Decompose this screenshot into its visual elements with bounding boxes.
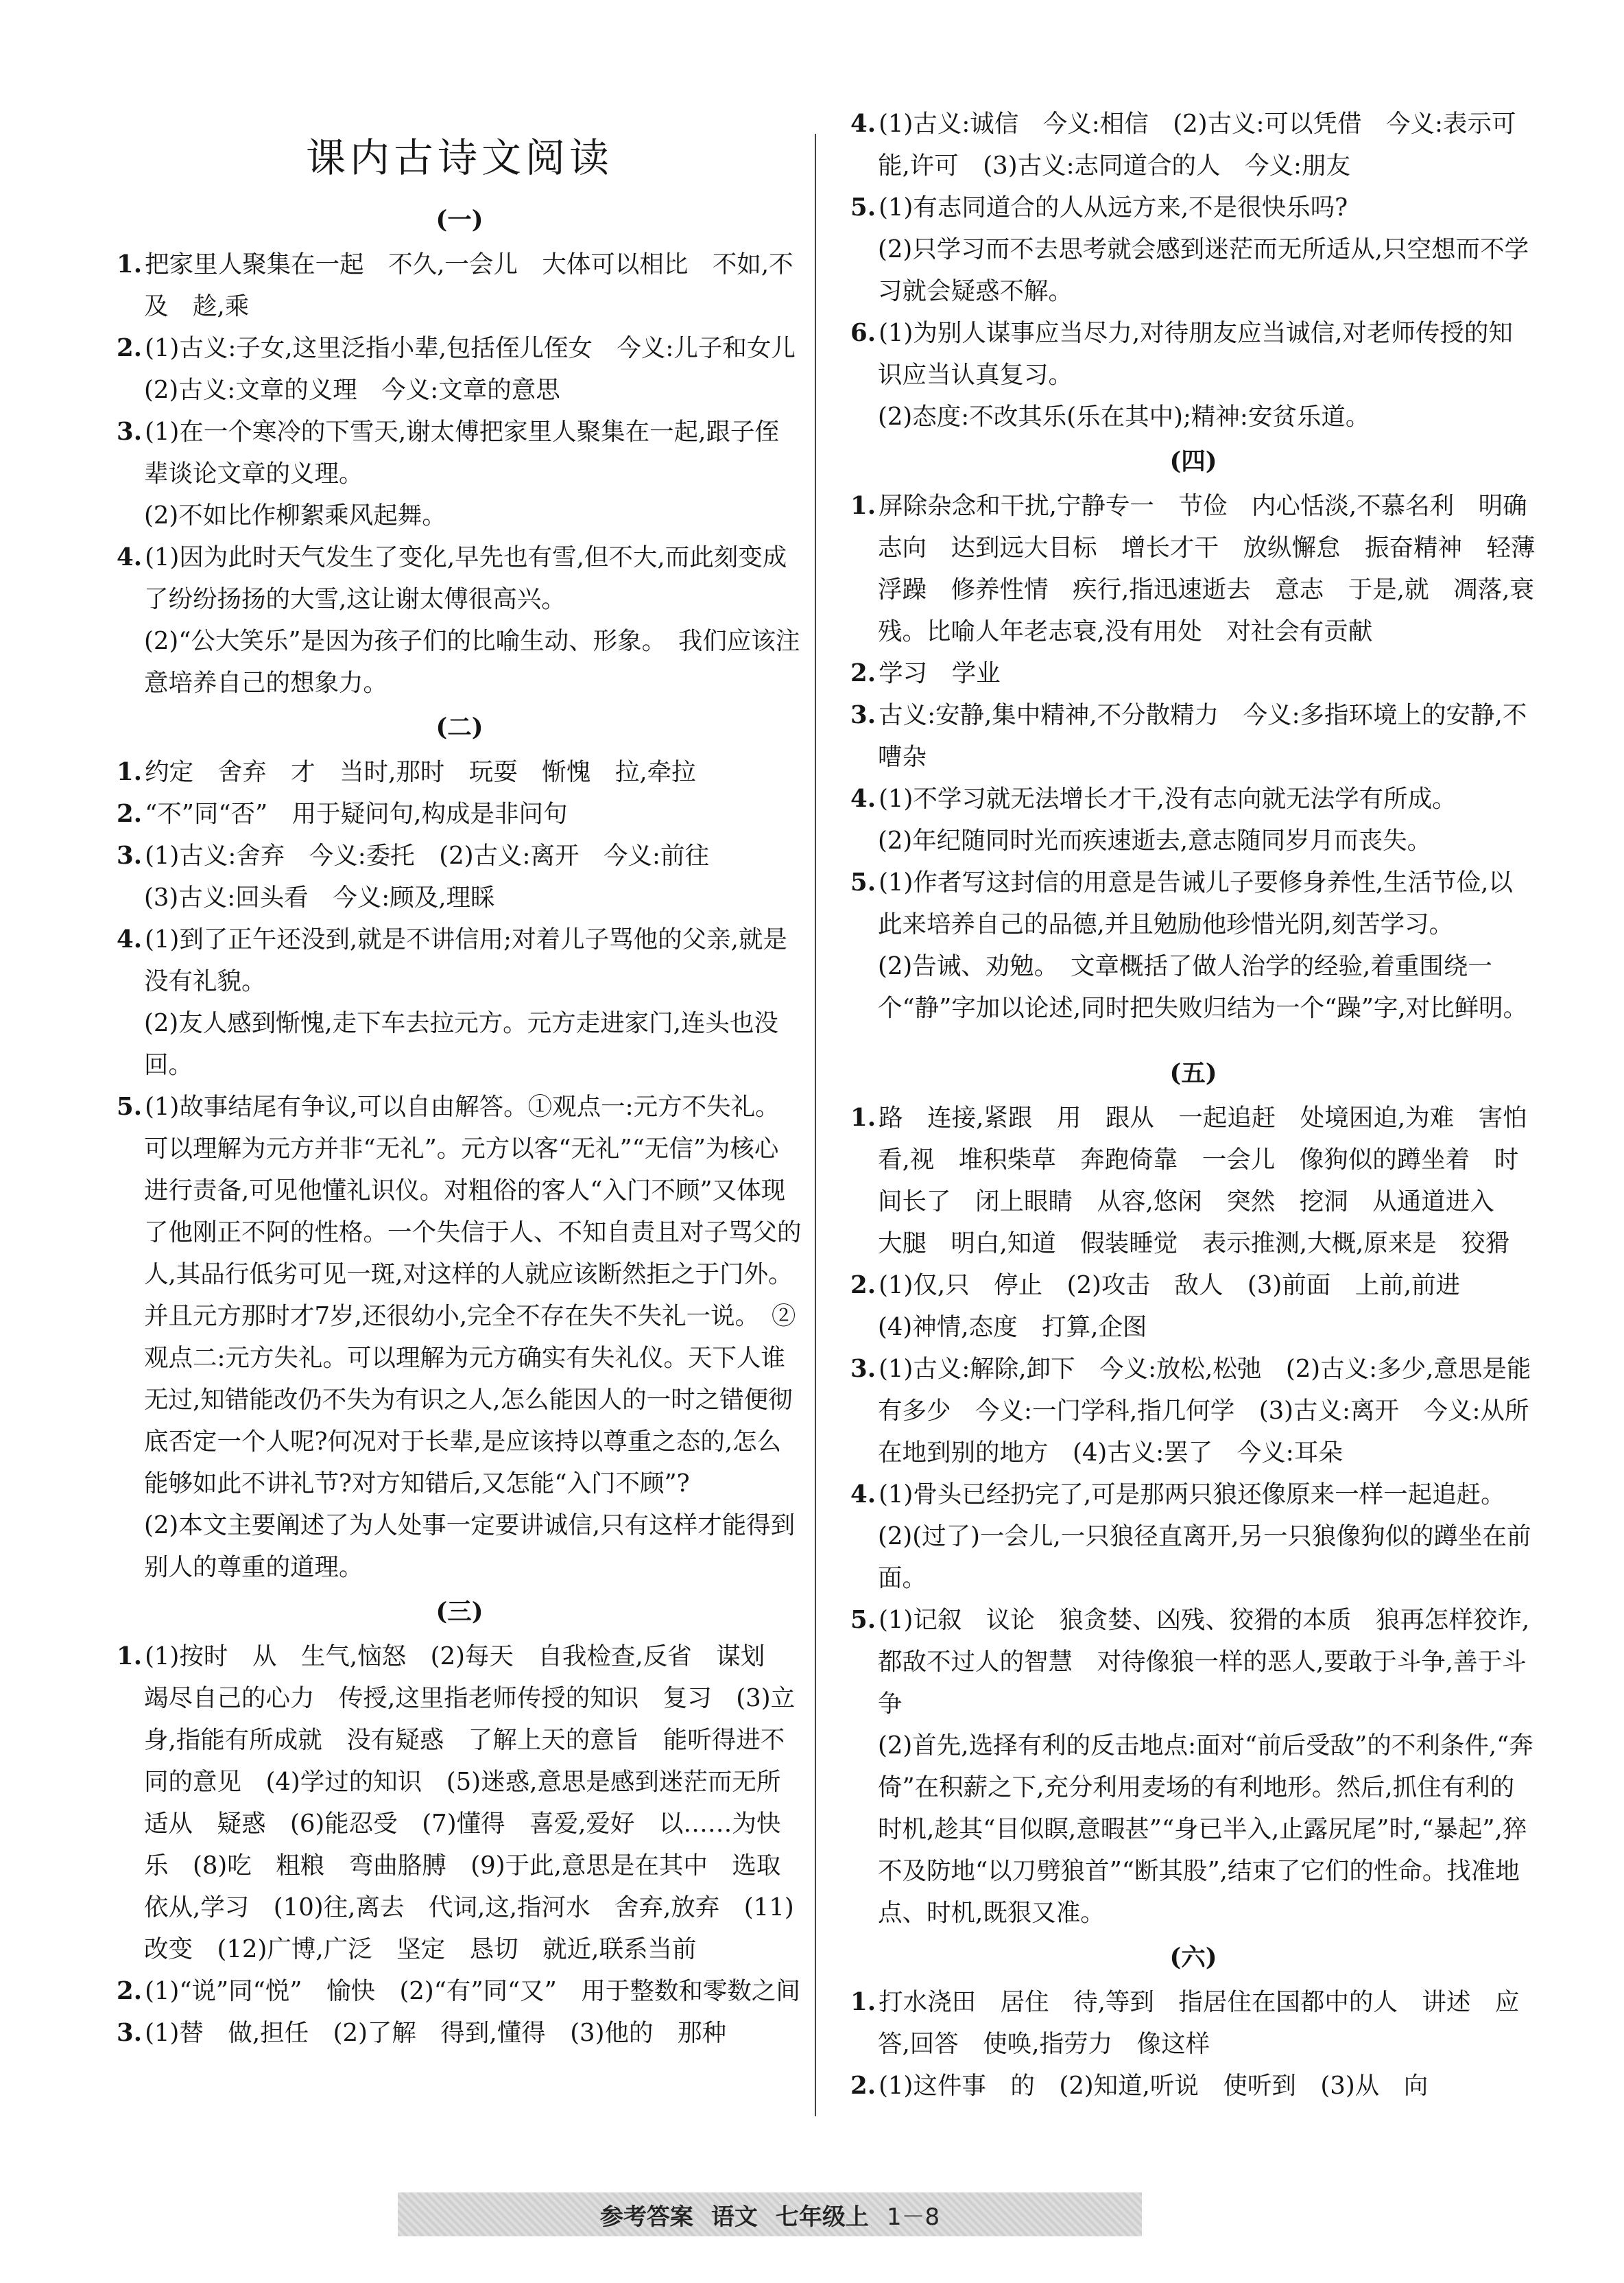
- answer-subitem: (2)(过了)一会儿,一只狼径直离开,另一只狼像狗似的蹲坐在前面。: [878, 1522, 1531, 1592]
- left-column: [117, 130, 820, 2054]
- answer-subitem: (2)态度:不改其乐(乐在其中);精神:安贫乐道。: [878, 403, 1370, 431]
- section-heading-2: (二): [435, 713, 483, 742]
- answer-subitem: (4)神情,态度 打算,企图: [878, 1313, 1147, 1341]
- answer-subitem: (2)不如比作柳絮乘风起舞。: [144, 501, 446, 530]
- answer-item: 6. (1)为别人谋事应当尽力,对待朋友应当诚信,对老师传授的知识应当认真复习。: [850, 319, 1513, 389]
- footer-label: 参考答案: [599, 2203, 693, 2231]
- answer-item: 1. 屏除杂念和干扰,宁静专一 节俭 内心恬淡,不慕名利 明确志向 达到远大目标 增长才干 放纵懈怠 振奋精神 轻薄浮躁 修养性情 疾行,指迅速逝去 意志 于是,就 凋落,衰残。比喻人年老志衰,没有用处 对社会有贡献: [850, 492, 1536, 646]
- answer-item: 5. (1)故事结尾有争议,可以自由解答。①观点一:元方不失礼。可以理解为元方并非“无礼”。元方以客“无礼”“无信”为核心进行责备,可见他懂礼识仪。对粗俗的客人“入门不顾”又体现了他刚正不阿的性格。一个失信于人、不知自责且对子骂父的人,其品行低劣可见一斑,对这样的人就应该断然拒之于门外。并且元方那时才7岁,还很幼小,完全不存在失不失礼一说。 ②观点二:元方失礼。可以理解为元方确实有失礼仪。天下人谁无过,知错能改仍不失为有识之人,怎么能因人的一时之错便彻底否定一个人呢?何况对于长辈,是应该持以尊重之态的,怎么能够如此不讲礼节?对方知错后,又怎能“入门不顾”?: [117, 1093, 802, 1498]
- section-heading-5: (五): [1169, 1059, 1217, 1087]
- page-footer: [398, 2192, 1142, 2236]
- answer-item: 1. 把家里人聚集在一起 不久,一会儿 大体可以相比 不如,不及 趁,乘: [117, 250, 793, 320]
- answer-item: 3. (1)古义:解除,卸下 今义:放松,松弛 (2)古义:多少,意思是能有多少 今义:一门学科,指几何学 (3)古义:离开 今义:从所在地到别的地方 (4)古义:罢了 今义:耳朵: [850, 1355, 1531, 1467]
- answer-subitem: (2)友人感到惭愧,走下车去拉元方。元方走进家门,连头也没回。: [144, 1009, 778, 1079]
- answer-item: 2. 学习 学业: [850, 659, 1001, 687]
- answer-item: 5. (1)记叙 议论 狼贪婪、凶残、狡猾的本质 狼再怎样狡诈,都敌不过人的智慧 对待像狼一样的恶人,要敢于斗争,善于斗争: [850, 1606, 1530, 1718]
- section-heading-4: (四): [1169, 447, 1217, 475]
- answer-item: 2. (1)仅,只 停止 (2)攻击 敌人 (3)前面 上前,前进: [850, 1271, 1460, 1299]
- answer-subitem: (3)古义:回头看 今义:顾及,理睬: [144, 884, 495, 912]
- answer-item: 2. (1)这件事 的 (2)知道,听说 使听到 (3)从 向: [850, 2072, 1429, 2100]
- answer-item: 5. (1)有志同道合的人从远方来,不是很快乐吗?: [850, 193, 1348, 222]
- answer-item: 4. (1)不学习就无法增长才干,没有志向就无法学有所成。: [850, 785, 1457, 813]
- section-heading-1: (一): [435, 206, 483, 234]
- answer-item: 1. (1)按时 从 生气,恼怒 (2)每天 自我检查,反省 谋划 竭尽自己的心力 传授,这里指老师传授的知识 复习 (3)立身,指能有所成就 没有疑惑 了解上天的意旨 能听得进不同的意见 (4)学过的知识 (5)迷惑,意思是感到迷茫而无所适从 疑惑 (6)能忍受 (7)懂得 喜爱,爱好 以……为快乐 (8)吃 粗粮 弯曲胳膊 (9)于此,意思是在其中 选取 依从,学习 (10)往,离去 代词,这,指河水 舍弃,放弃 (11)改变 (12)广博,广泛 坚定 恳切 就近,联系当前: [117, 1642, 805, 1963]
- answer-item: 2. (1)古义:子女,这里泛指小辈,包括侄儿侄女 今义:儿子和女儿 (2)古义:文章的义理 今义:文章的意思: [117, 334, 820, 404]
- answer-item: 3. 古义:安静,集中精神,不分散精力 今义:多指环境上的安静,不嘈杂: [850, 701, 1527, 771]
- section-heading-3: (三): [435, 1598, 483, 1626]
- answer-item: 4. (1)到了正午还没到,就是不讲信用;对着儿子骂他的父亲,就是没有礼貌。: [117, 925, 787, 995]
- answer-item: 3. (1)替 做,担任 (2)了解 得到,懂得 (3)他的 那种: [117, 2019, 726, 2047]
- answer-item: 4. (1)因为此时天气发生了变化,早先也有雪,但不大,而此刻变成了纷纷扬扬的大雪,这让谢太傅很高兴。: [117, 543, 787, 613]
- page-number: 1－8: [886, 2203, 940, 2231]
- page-title: 课内古诗文阅读: [305, 134, 613, 181]
- answer-item: 1. 打水浇田 居住 待,等到 指居住在国都中的人 讲述 应答,回答 使唤,指劳力 像这样: [850, 1988, 1520, 2058]
- answer-item: 2. “不”同“否” 用于疑问句,构成是非问句: [117, 800, 568, 828]
- answer-item: 3. (1)古义:舍弃 今义:委托 (2)古义:离开 今义:前往: [117, 842, 709, 870]
- answer-item: 5. (1)作者写这封信的用意是告诫儿子要修身养性,生活节俭,以此来培养自己的品德,并且勉励他珍惜光阴,刻苦学习。: [850, 868, 1513, 938]
- answer-subitem: (2)只学习而不去思考就会感到迷茫而无所适从,只空想而不学习就会疑惑不解。: [878, 235, 1529, 305]
- answer-subitem: (2)年纪随同时光而疾速逝去,意志随同岁月而丧失。: [878, 827, 1432, 855]
- answer-subitem: (2)告诫、劝勉。 文章概括了做人治学的经验,着重围绕一个“静”字加以论述,同时把失败归结为一个“躁”字,对比鲜明。: [878, 952, 1528, 1022]
- answer-subitem: (2)本文主要阐述了为人处事一定要讲诚信,只有这样才能得到别人的尊重的道理。: [144, 1511, 796, 1581]
- column-divider: [815, 134, 816, 2116]
- answer-subitem: (2)“公大笑乐”是因为孩子们的比喻生动、形象。 我们应该注意培养自己的想象力。: [144, 627, 800, 697]
- answer-item: 2. (1)“说”同“悦” 愉快 (2)“有”同“又” 用于整数和零数之间: [117, 1977, 800, 2005]
- footer-subject: 语文: [710, 2203, 758, 2231]
- answer-item: 1. 约定 舍弃 才 当时,那时 玩耍 惭愧 拉,牵拉: [117, 758, 696, 786]
- footer-grade: 七年级上: [775, 2203, 869, 2231]
- answer-item: 1. 路 连接,紧跟 用 跟从 一起追赶 处境困迫,为难 害怕 看,视 堆积柴草 奔跑倚靠 一会儿 像狗似的蹲坐着 时间长了 闭上眼睛 从容,悠闲 突然 挖洞 从通道进入 大腿 明白,知道 假装睡觉 表示推测,大概,原来是 狡猾: [850, 1104, 1552, 1257]
- right-column: [850, 103, 1552, 2107]
- answer-item: 3. (1)在一个寒冷的下雪天,谢太傅把家里人聚集在一起,跟子侄辈谈论文章的义理。: [117, 418, 779, 488]
- answer-item: 4. (1)骨头已经扔完了,可是那两只狼还像原来一样一起追赶。: [850, 1480, 1505, 1509]
- answer-subitem: (2)首先,选择有利的反击地点:面对“前后受敌”的不利条件,“奔倚”在积薪之下,充分利用麦场的有利地形。然后,抓住有利的时机,趁其“目似瞑,意暇甚”“身已半入,止露尻尾”时,“暴起”,猝不及防地“以刀劈狼首”“断其股”,结束了它们的性命。找准地点、时机,既狠又准。: [878, 1731, 1533, 1927]
- section-heading-6: (六): [1169, 1943, 1217, 1972]
- answer-item: 4. (1)古义:诚信 今义:相信 (2)古义:可以凭借 今义:表示可能,许可 (3)古义:志同道合的人 今义:朋友: [850, 110, 1516, 180]
